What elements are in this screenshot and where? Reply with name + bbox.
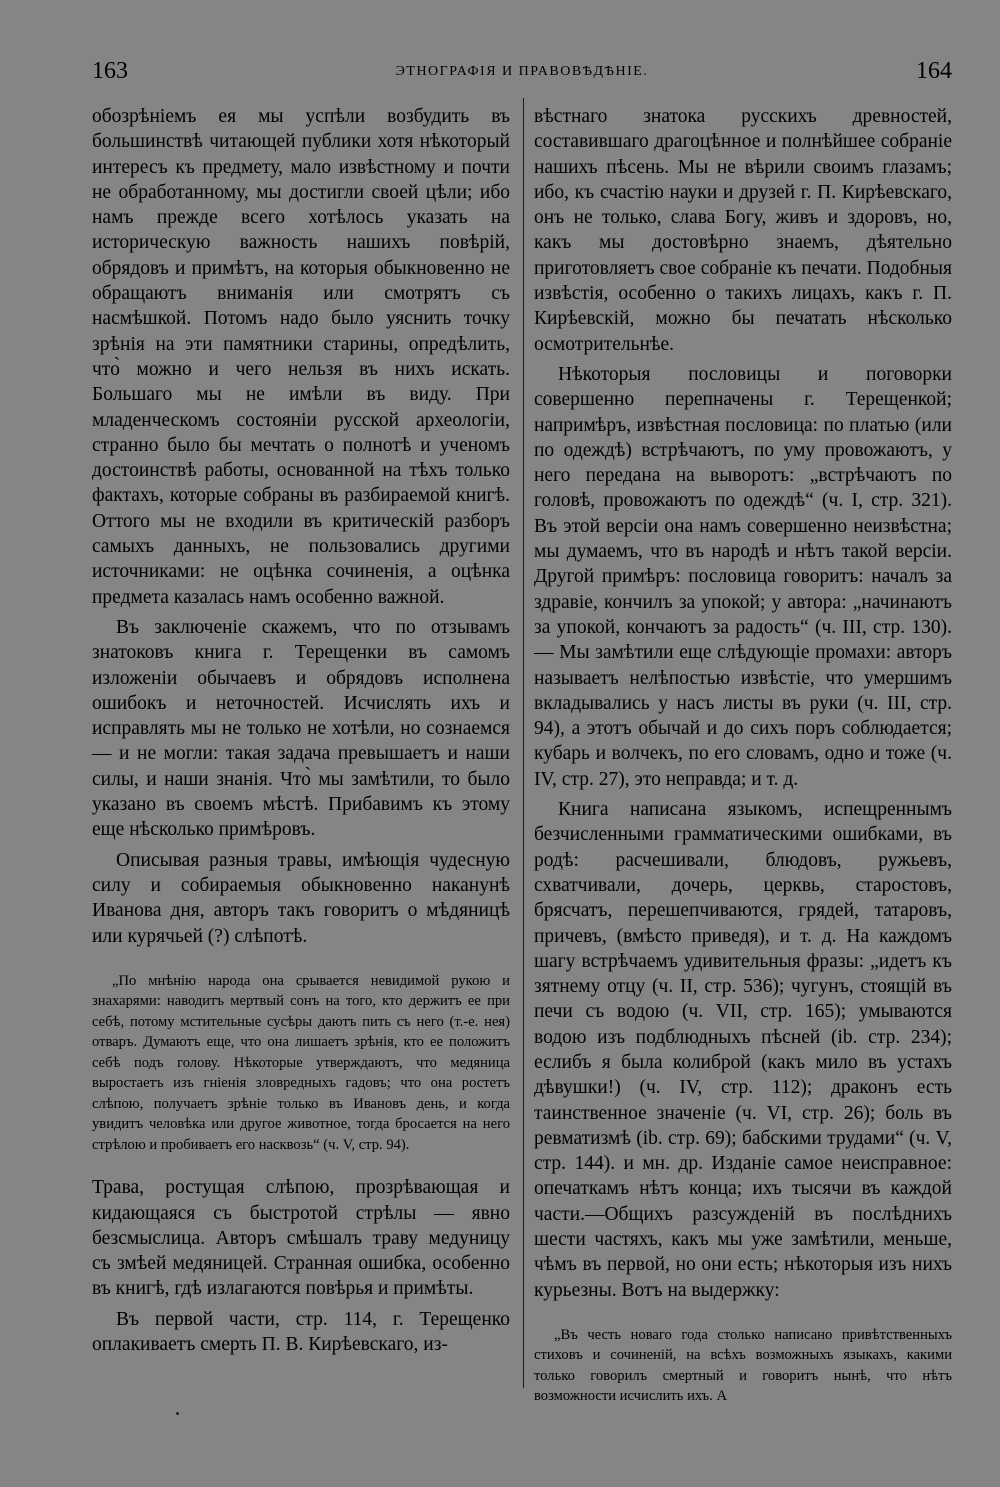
- left-column: [92, 104, 510, 1357]
- page-header: [92, 58, 952, 90]
- paragraph: Въ заключеніе скажемъ, что по отзывамъ знатоковъ книга г. Терещенки въ самомъ изложеніи обычаевъ и обрядовъ исполнена ошибокъ и неточностей. Исчислять ихъ и исправлять мы не только не хотѣли, но сознаемся — и не могли: такая задача превышаетъ и наши силы, и наши знанія. Что̀ мы замѣтили, то было указано въ своемъ мѣстѣ. Прибавимъ къ этому еще нѣсколько примѣровъ.: [92, 616, 510, 841]
- right-column: [534, 104, 952, 1427]
- paragraph: вѣстнаго знатока русскихъ древностей, составившаго драгоцѣнное и полнѣйшее собраніе нашихъ пѣсень. Мы не вѣрили своимъ глазамъ; ибо, къ счастію науки и друзей г. П. Кирѣевскаго, онъ не только, слава Богу, живъ и здоровъ, но, какъ мы достовѣрно знаемъ, дѣятельно приготовляетъ свое собраніе къ печати. Подобныя извѣстія, особенно о такихъ лицахъ, какъ г. П. Кирѣевскій, можно бы печатать нѣсколько осмотрительнѣе.: [534, 106, 952, 355]
- paragraph: Книга написана языкомъ, испещреннымъ безчисленными грамматическими ошибками, въ родѣ: расчешивали, блюдовъ, ружьевъ, схватчивали, дочерь, церквь, старостовъ, брясчатъ, перешепчиваются, грядей, татаровъ, причевъ, (вмѣсто приведя), и т. д. На каждомъ шагу встрѣчаемъ удивительныя фразы: „идетъ къ зятнему отцу (ч. II, стр. 536); чугунъ, стоящій въ печи съ водою (ч. VII, стр. 165); умываются водою изъ подблюдныхъ пѣсней (ib. стр. 234); еслибъ я была колиброй (какъ мило въ устахъ дѣвушки!) (ч. IV, стр. 112); драконъ есть таинственное значеніе (ч. VI, стр. 26); боль въ ревматизмѣ (ib. стр. 69); бабскими трудами“ (ч. V, стр. 144). и мн. др. Изданіе самое неисправное: опечаткамъ нѣтъ конца; ихъ тысячи въ каждой части.—Общихъ разсужденій въ послѣднихъ шести частяхъ, какъ мы уже замѣтили, меньше, чѣмъ въ первой, но они есть; нѣкоторыя изъ нихъ курьезны. Вотъ на выдержку:: [534, 799, 952, 1301]
- column-divider: [523, 98, 524, 1388]
- running-title: ЭТНОГРАФІЯ И ПРАВОВѢДѢНІЕ.: [395, 64, 649, 79]
- paragraph: Трава, ростущая слѣпою, прозрѣвающая и кидающаяся съ быстротой стрѣлы — явно безсмыслица. Авторъ смѣшалъ траву медуницу съ змѣей медяницей. Странная ошибка, особенно въ книгѣ, гдѣ излагаются повѣрья и примѣты.: [92, 1177, 510, 1300]
- paragraph: Описывая разныя травы, имѣющія чудесную силу и собираемыя обыкновенно наканунѣ Иванова дня, авторъ такъ говоритъ о мѣдяницѣ или курячьей (?) слѣпотѣ.: [92, 849, 510, 947]
- paragraph: Въ первой части, стр. 114, г. Терещенко оплакиваетъ смерть П. В. Кирѣевскаго, из-: [92, 1308, 510, 1356]
- block-quote: „Въ честь новаго года столько написано привѣтственныхъ стиховъ и сочиненій, на всѣхъ возможныхъ языкахъ, какими только говорилъ смертный и говоритъ нынѣ, что нѣтъ возможности исчислить ихъ. А: [534, 1326, 952, 1405]
- ink-speck: [176, 1412, 179, 1415]
- paragraph: Нѣкоторыя пословицы и поговорки совершенно перепначены г. Терещенкой; напримѣръ, извѣстная пословица: по платью (или по одеждѣ) встрѣчаютъ, по уму провожаютъ, у него передана на выворотъ: „встрѣчаютъ по головѣ, провожаютъ по одеждѣ“ (ч. I, стр. 321). Въ этой версіи она намъ совершенно неизвѣстна; мы думаемъ, что въ народѣ и нѣтъ такой версіи. Другой примѣръ: пословица говоритъ: началъ за здравіе, кончилъ за упокой; у автора: „начинаютъ за упокой, кончаютъ за радость“ (ч. III, стр. 130). — Мы замѣтили еще слѣдующіе промахи: авторъ называетъ нелѣпостью извѣстіе, что умершимъ вкладывались у насъ листы въ руки (ч. III, стр. 94), а этотъ обычай и до сихъ поръ соблюдается; кубарь и волчекъ, по его словамъ, одно и тоже (ч. IV, стр. 27), это неправда; и т. д.: [534, 363, 952, 790]
- page-number-left: 163: [92, 58, 128, 84]
- block-quote: „По мнѣнію народа она срывается невидимой рукою и знахарями: наводитъ мертвый сонъ на того, кто держитъ ее при себѣ, потому мстительные сусѣры даютъ пить съ него (т.-е. нея) отваръ. Думаютъ еще, что она лишаетъ зрѣнія, кто ее положитъ себѣ подъ голову. Нѣкоторые утверждаютъ, что медяница выростаетъ изъ гніенія зловредныхъ гадовъ; что она ростетъ слѣпою, получаетъ зрѣніе только въ Ивановъ день, и когда увидитъ человѣка или другое животное, тогда бросается на него стрѣлою и пробиваетъ его насквозь“ (ч. V, стр. 94).: [92, 972, 510, 1153]
- paragraph: обозрѣніемъ ея мы успѣли возбудить въ большинствѣ читающей публики хотя нѣкоторый интересъ къ предмету, мало извѣстному и почти не обработанному, мы достигли своей цѣли; ибо намъ прежде всего хотѣлось указать на историческую важность нашихъ повѣрій, обрядовъ и примѣтъ, на которыя обыкновенно не обращаютъ вниманія или смотрятъ съ насмѣшкой. Потомъ надо было уяснить точку зрѣнія на эти памятники старины, опредѣлить, что̀ можно и чего нельзя въ нихъ искать. Большаго мы не имѣли въ виду. При младенческомъ состояніи русской археологіи, странно было бы мечтать о полнотѣ и ученомъ достоинствѣ работы, основанной на тѣхъ только фактахъ, которые собраны въ разбираемой книгѣ. Оттого мы не входили въ критическій разборъ самыхъ данныхъ, не пользовались другими источниками: не оцѣнка сочиненія, а оцѣнка предмета казалась намъ особенно важной.: [92, 106, 510, 608]
- page-number-right: 164: [916, 58, 952, 84]
